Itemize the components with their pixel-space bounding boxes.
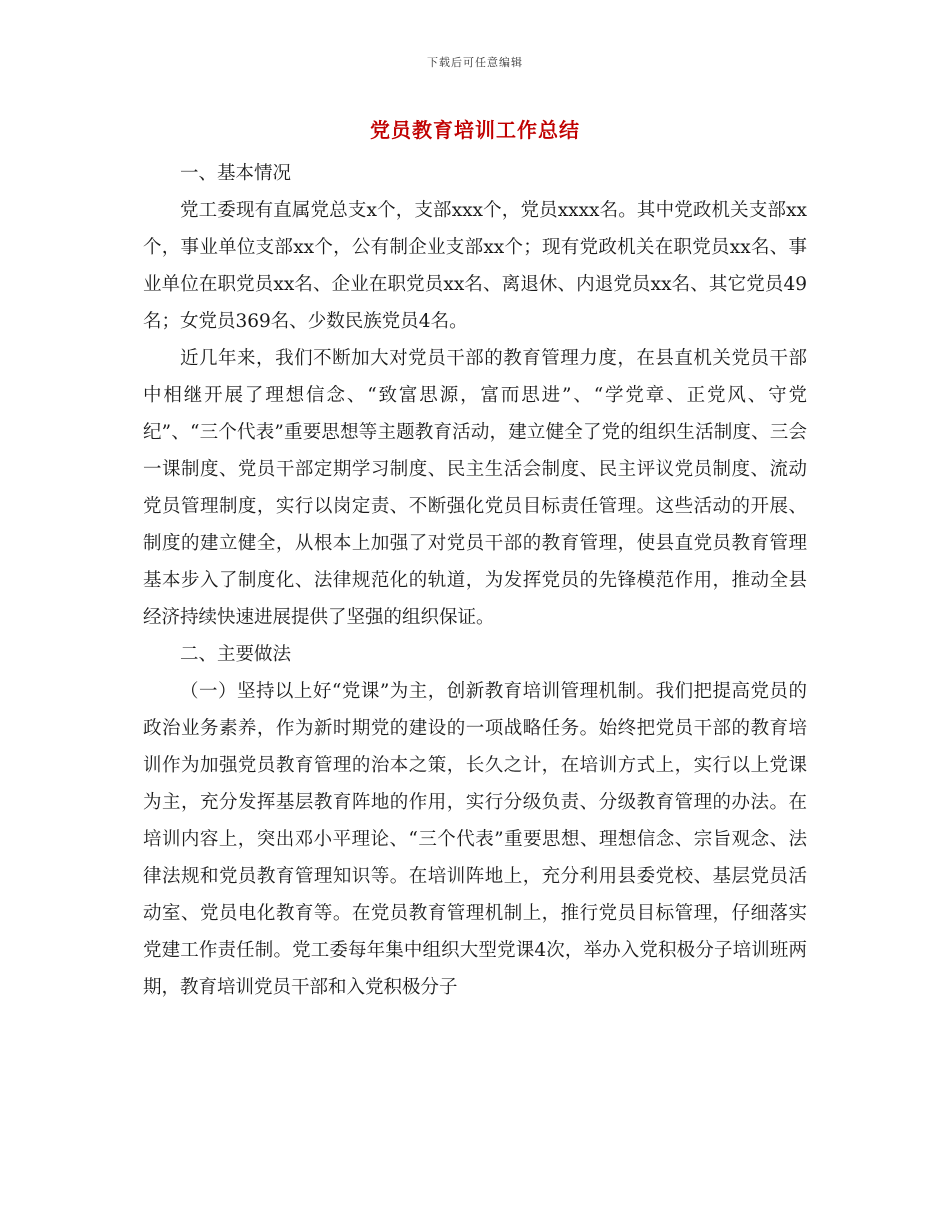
document-body bbox=[143, 155, 807, 1006]
paragraph-education-management: 近几年来，我们不断加大对党员干部的教育管理力度，在县直机关党员干部中相继开展了理想信念、“致富思源，富而思进”、“学党章、正党风、守党纪”、“三个代表”重要思想等主题教育活动，建立健全了党的组织生活制度、三会一课制度、党员干部定期学习制度、民主生活会制度、民主评议党员制度、流动党员管理制度，实行以岗定责、不断强化党员目标责任管理。这些活动的开展、制度的建立健全，从根本上加强了对党员干部的教育管理，使县直党员教育管理基本步入了制度化、法律规范化的轨道，为发挥党员的先锋模范作用，推动全县经济持续快速进展提供了坚强的组织保证。 bbox=[143, 348, 807, 628]
paragraph-party-statistics: 党工委现有直属党总支x个，支部xxx个，党员xxxx名。其中党政机关支部xx个，事业单位支部xx个，公有制企业支部xx个；现有党政机关在职党员xx名、事业单位在职党员xx名、企业在职党员xx名、离退休、内退党员xx名、其它党员49名；女党员369名、少数民族党员4名。 bbox=[143, 200, 807, 332]
section-heading-main-practices: 二、主要做法 bbox=[180, 644, 292, 665]
paragraph-party-lessons: （一）坚持以上好“党课”为主，创新教育培训管理机制。我们把提高党员的政治业务素养，作为新时期党的建设的一项战略任务。始终把党员干部的教育培训作为加强党员教育管理的治本之策，长久之计，在培训方式上，实行以上党课为主，充分发挥基层教育阵地的作用，实行分级负责、分级教育管理的办法。在培训内容上，突出邓小平理论、“三个代表”重要思想、理想信念、宗旨观念、法律法规和党员教育管理知识等。在培训阵地上，充分利用县委党校、基层党员活动室、党员电化教育等。在党员教育管理机制上，推行党员目标管理，仔细落实党建工作责任制。党工委每年集中组织大型党课4次，举办入党积极分子培训班两期，教育培训党员干部和入党积极分子 bbox=[143, 681, 807, 998]
document-title: 党员教育培训工作总结 bbox=[370, 118, 580, 142]
section-heading-basic-situation: 一、基本情况 bbox=[180, 163, 292, 184]
header-note: 下载后可任意编辑 bbox=[427, 56, 523, 69]
